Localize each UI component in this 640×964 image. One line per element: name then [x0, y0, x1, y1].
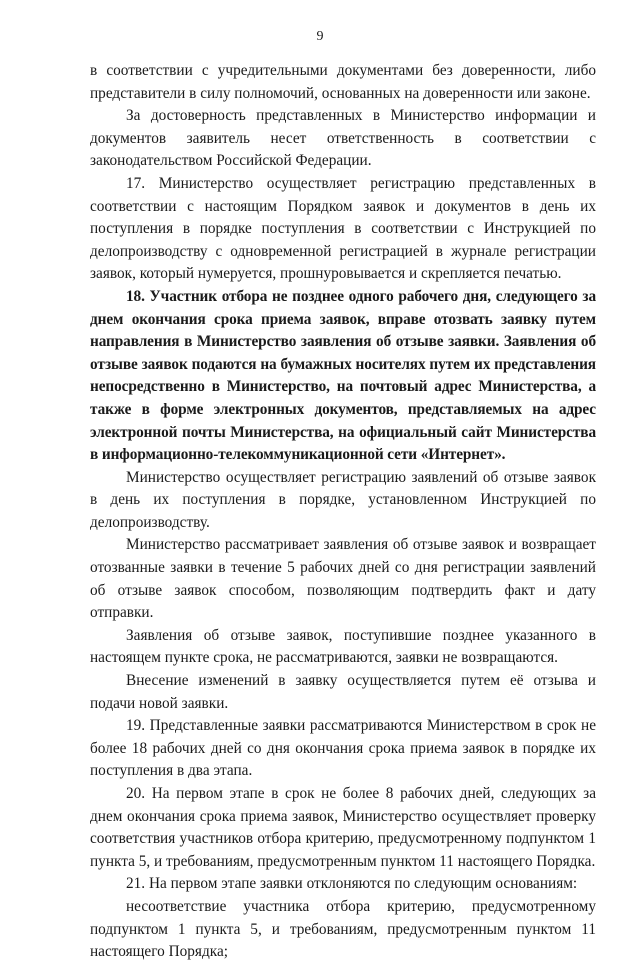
document-body: [90, 60, 596, 964]
paragraph-rejection-ground-1: несоответствие участника отбора критерию, предусмотренному подпунктом 1 пункта 5, и требованиям, предусмотренным пунктом 11 настоящего Порядка;: [90, 897, 596, 961]
paragraph-clause-18: 18. Участник отбора не позднее одного рабочего дня, следующего за днем окончания срока приема заявок, вправе отозвать заявку путем направления в Министерство заявления об отзыве заявки. Заявления об отзыве заявок подаются на бумажных носителях путем их представления непосредственно в Министерство, на почтовый адрес Министерства, а также в форме электронных документов, представляемых на адрес электронной почты Министерства, на официальный сайт Министерства в информационно-телекоммуникационной сети «Интернет».: [90, 287, 596, 464]
paragraph-late-withdrawals: Заявления об отзыве заявок, поступившие позднее указанного в настоящем пункте срока, не рассматриваются, заявки не возвращаются.: [90, 626, 596, 667]
paragraph-responsibility: За достоверность представленных в Министерство информации и документов заявитель несет ответственность в соответствии с законодательством Российской Федерации.: [90, 107, 596, 170]
paragraph-clause-21: 21. На первом этапе заявки отклоняются по следующим основаниям:: [126, 875, 578, 893]
paragraph-withdrawal-review: Министерство рассматривает заявления об отзыве заявок и возвращает отозванные заявки в течение 5 рабочих дней со дня регистрации заявлений об отзыве заявок способом, позволяющим подтвердить факт и дату отправки.: [90, 536, 596, 622]
paragraph-amendments: Внесение изменений в заявку осуществляется путем её отзыва и подачи новой заявки.: [90, 672, 596, 712]
paragraph-clause-17: 17. Министерство осуществляет регистрацию представленных в соответствии с настоящим Порядком заявок и документов в день их поступления в порядке поступления в соответствии с Инструкцией по делопроизводству с одновременной регистрацией в журнале регистрации заявок, который нумеруется, прошнуровывается и скрепляется печатью.: [90, 174, 596, 283]
page-number: 9: [316, 29, 324, 44]
paragraph-continuation: в соответствии с учредительными документами без доверенности, либо представители в силу полномочий, основанных на доверенности или законе.: [90, 62, 596, 102]
paragraph-clause-20: 20. На первом этапе в срок не более 8 рабочих дней, следующих за днем окончания срока приема заявок, Министерство осуществляет проверку соответствия участников отбора критерию, предусмотренному подпунктом 1 пункта 5, и требованиям, предусмотренным пунктом 11 настоящего Порядка.: [90, 785, 596, 870]
paragraph-clause-19: 19. Представленные заявки рассматриваются Министерством в срок не более 18 рабочих дней со дня окончания срока приема заявок в порядке их поступления в два этапа.: [90, 717, 596, 780]
paragraph-withdrawal-registration: Министерство осуществляет регистрацию заявлений об отзыве заявок в день их поступления в порядке, установленном Инструкцией по делопроизводству.: [90, 468, 596, 531]
